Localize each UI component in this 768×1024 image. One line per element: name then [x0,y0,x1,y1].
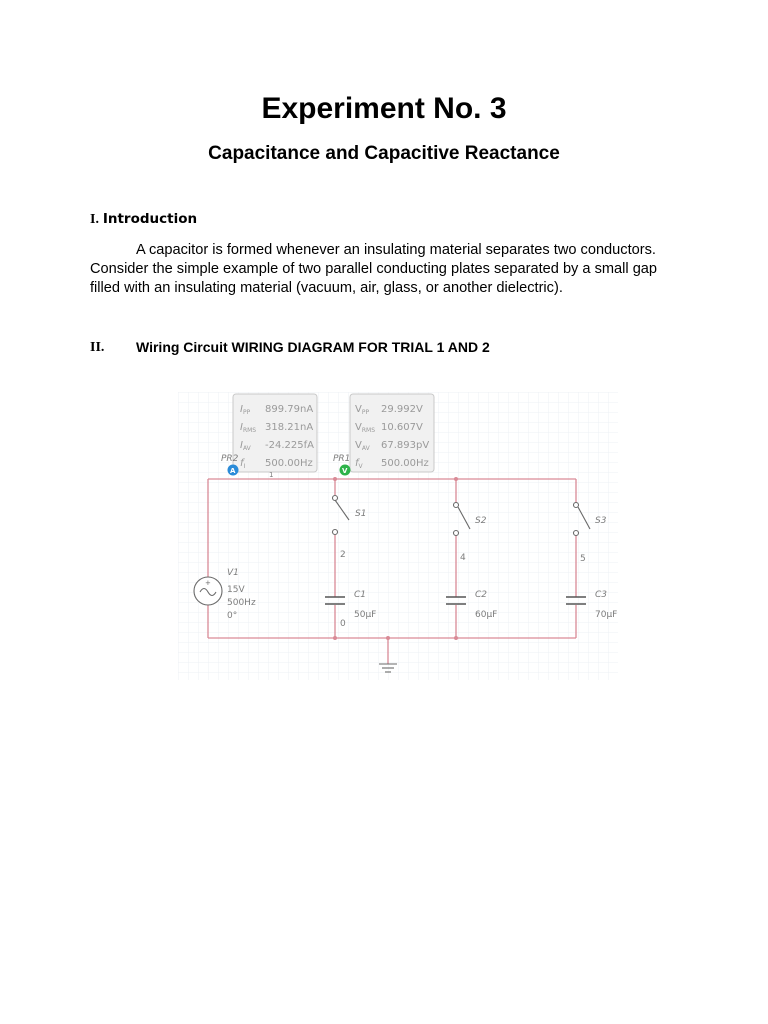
source-name: V1 [227,568,239,578]
ammeter-value: 318.21nA [265,422,314,433]
ammeter-value: 899.79nA [265,404,314,415]
ammeter-probe-icon [228,465,239,476]
voltmeter-sym: V [355,440,362,451]
capacitor-value: 60µF [475,610,498,620]
capacitor-value: 50µF [354,610,377,620]
section-number: II. [90,340,105,355]
ac-source-icon [194,577,222,605]
node-label-1: 1 [269,471,274,479]
voltmeter-sym: f [355,458,359,469]
svg-text:+: + [205,579,211,587]
ammeter-sub: I [243,463,246,470]
ammeter-value: 500.00Hz [265,458,313,469]
ammeter-sym: I [240,404,243,415]
ammeter-value: -24.225fA [265,440,314,451]
switch-label-s3: S3 [595,516,607,526]
introduction-paragraph [90,241,690,298]
page-subtitle: Capacitance and Capacitive Reactance [208,143,560,164]
section-label: Introduction [102,211,198,227]
voltmeter-value: 500.00Hz [381,458,429,469]
probe-label-pr1: PR1 [333,454,351,464]
ammeter-sub: PP [242,409,251,416]
probe-label-pr2: PR2 [221,454,239,464]
capacitor-value: 70µF [595,610,618,620]
switch-label-s1: S1 [355,509,367,519]
section-heading-introduction [90,210,197,228]
voltmeter-value: 29.992V [381,404,423,415]
switch-label-s2: S2 [475,516,487,526]
ammeter-sym: f [240,458,244,469]
source-voltage: 15V [227,585,245,595]
voltmeter-sub: PP [361,409,370,416]
probe-letter: V [342,467,348,475]
voltmeter-sub: V [358,463,363,470]
voltmeter-probe-icon [340,465,351,476]
node-label-4: 4 [460,553,466,563]
node-label-0: 0 [340,619,346,629]
circuit-svg [178,392,618,680]
introduction-text: A capacitor is formed whenever an insulating material separates two conductors. Consider the simple example of two parallel conducting plates separated by a small gap filled with an insulating material (vacuum, air, glass, or another dielectric). [90,242,658,296]
ammeter-sym: I [240,422,243,433]
page-title: Experiment No. 3 [261,92,507,125]
node-label-5: 5 [580,554,586,564]
voltmeter-sub: AV [361,445,370,452]
probe-letter: A [230,467,236,475]
voltmeter-sym: V [355,422,362,433]
section-number: I. [90,212,99,227]
voltmeter-sub: RMS [361,427,375,434]
ammeter-sub: AV [242,445,251,452]
capacitor-name: C2 [475,590,488,600]
circuit-diagram [178,392,618,680]
voltmeter-value: 67.893pV [381,440,430,451]
node-label-2: 2 [340,550,346,560]
section-heading-wiring: Wiring Circuit WIRING DIAGRAM FOR TRIAL 1 AND 2 [136,339,490,355]
voltmeter-readout [350,394,434,472]
voltmeter-sym: V [355,404,362,415]
ammeter-readout [233,394,317,472]
source-frequency: 500Hz [227,598,256,608]
ammeter-sub: RMS [242,427,257,434]
ammeter-sym: I [240,440,243,451]
voltmeter-value: 10.607V [381,422,423,433]
source-phase: 0° [227,611,238,621]
capacitor-name: C3 [595,590,608,600]
capacitor-name: C1 [354,590,367,600]
